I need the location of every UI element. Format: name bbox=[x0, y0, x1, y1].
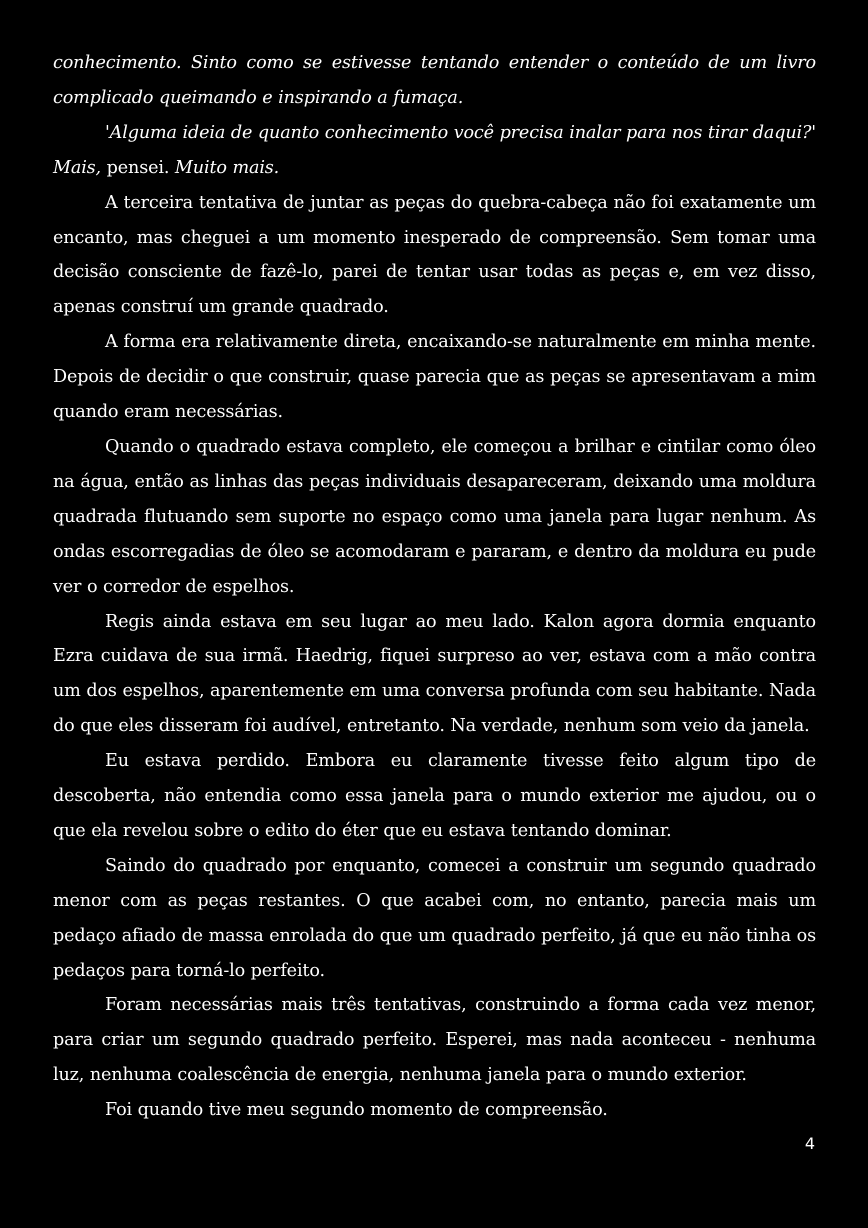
paragraph-9: Foram necessárias mais três tentativas, construindo a forma cada vez menor, para criar um segundo quadrado perfeito. Esperei, mas nada aconteceu - nenhuma luz, nenhuma coalescência de energia, nenhuma janela para o mundo exterior. bbox=[53, 995, 816, 1086]
paragraph-2-italic-thought: Muito mais. bbox=[174, 157, 280, 178]
paragraph-10: Foi quando tive meu segundo momento de compreensão. bbox=[105, 1100, 608, 1121]
paragraph-1: conhecimento. Sinto como se estivesse tentando entender o conteúdo de um livro complicado queimando e inspirando a fumaça. bbox=[53, 53, 816, 108]
paragraph-2-plain-text: pensei. bbox=[101, 157, 175, 178]
paragraph-3: A terceira tentativa de juntar as peças do quebra-cabeça não foi exatamente um encanto, mas cheguei a um momento inesperado de compreensão. Sem tomar uma decisão consciente de fazê-lo, parei de tentar usar todas as peças e, em vez disso, apenas construí um grande quadrado. bbox=[53, 192, 816, 318]
paragraph-4: A forma era relativamente direta, encaixando-se naturalmente em minha mente. Depois de decidir o que construir, quase parecia que as peças se apresentavam a mim quando eram necessárias. bbox=[53, 332, 816, 423]
paragraph-6: Regis ainda estava em seu lugar ao meu lado. Kalon agora dormia enquanto Ezra cuidava de sua irmã. Haedrig, fiquei surpreso ao ver, estava com a mão contra um dos espelhos, aparentemente em uma conversa profunda com seu habitante. Nada do que eles disseram foi audível, entretanto. Na verdade, nenhum som veio da janela. bbox=[53, 611, 816, 737]
paragraph-2-italic-dialogue: 'Alguma ideia de quanto conhecimento você precisa inalar para nos tirar daqui?' Mais, bbox=[53, 122, 816, 178]
page-body bbox=[53, 46, 816, 1128]
paragraph-8: Saindo do quadrado por enquanto, comecei a construir um segundo quadrado menor com as peças restantes. O que acabei com, no entanto, parecia mais um pedaço afiado de massa enrolada do que um quadrado perfeito, já que eu não tinha os pedaços para torná-lo perfeito. bbox=[53, 855, 816, 981]
paragraph-7: Eu estava perdido. Embora eu claramente tivesse feito algum tipo de descoberta, não entendia como essa janela para o mundo exterior me ajudou, ou o que ela revelou sobre o edito do éter que eu estava tentando dominar. bbox=[53, 751, 816, 841]
paragraph-2 bbox=[53, 116, 816, 186]
paragraph-5: Quando o quadrado estava completo, ele começou a brilhar e cintilar como óleo na água, então as linhas das peças individuais desapareceram, deixando uma moldura quadrada flutuando sem suporte no espaço como uma janela para lugar nenhum. As ondas escorregadias de óleo se acomodaram e pararam, e dentro da moldura eu pude ver o corredor de espelhos. bbox=[53, 436, 816, 597]
page-number: 4 bbox=[804, 1134, 815, 1153]
